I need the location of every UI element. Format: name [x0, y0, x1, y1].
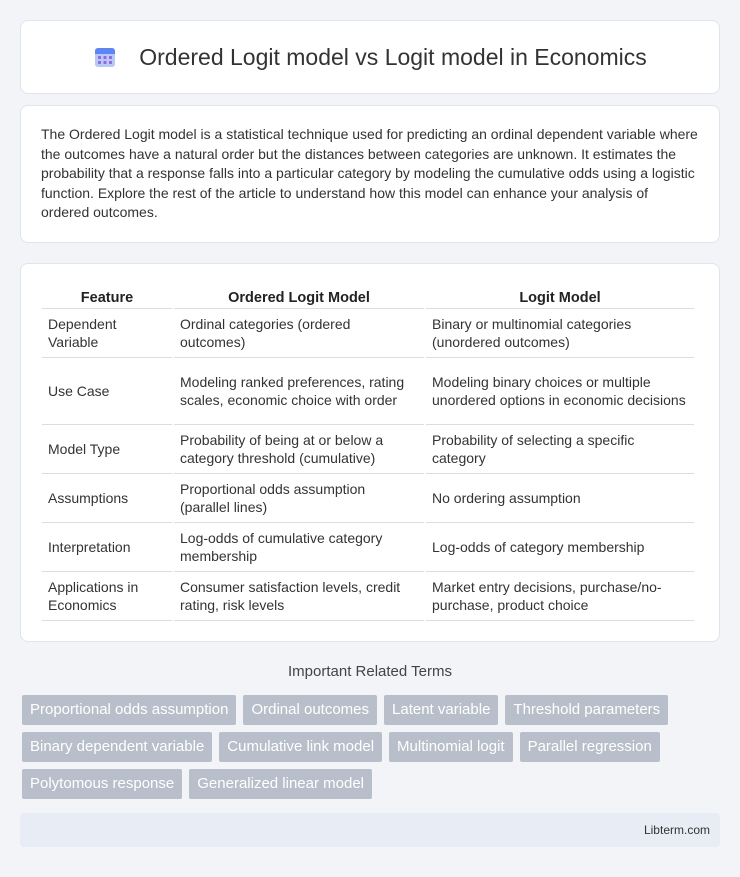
- table-cell: Probability of being at or below a category threshold (cumulative): [174, 425, 424, 474]
- table-header-row: [42, 284, 694, 309]
- table-cell: Modeling ranked preferences, rating scales, economic choice with order: [174, 358, 424, 425]
- table-cell: Interpretation: [42, 523, 172, 572]
- related-term-tag[interactable]: Threshold parameters: [505, 695, 668, 725]
- calendar-icon: [93, 45, 117, 69]
- page-title: Ordered Logit model vs Logit model in Economics: [139, 43, 647, 70]
- table-cell: Log-odds of cumulative category membership: [174, 523, 424, 572]
- table-cell: Dependent Variable: [42, 309, 172, 358]
- footer: [20, 813, 720, 847]
- related-term-tag[interactable]: Multinomial logit: [389, 732, 513, 762]
- related-term-tag[interactable]: Parallel regression: [520, 732, 660, 762]
- related-term-tag[interactable]: Binary dependent variable: [22, 732, 212, 762]
- comparison-table: [40, 284, 696, 621]
- table-cell: Assumptions: [42, 474, 172, 523]
- related-term-tag[interactable]: Latent variable: [384, 695, 498, 725]
- footer-site-link[interactable]: Libterm.com: [643, 823, 710, 837]
- header-card: [20, 20, 720, 94]
- table-cell: Consumer satisfaction levels, credit rating, risk levels: [174, 572, 424, 621]
- table-row: [42, 474, 694, 523]
- table-cell: Probability of selecting a specific category: [426, 425, 694, 474]
- related-term-tag[interactable]: Ordinal outcomes: [243, 695, 377, 725]
- table-cell: No ordering assumption: [426, 474, 694, 523]
- table-cell: Model Type: [42, 425, 172, 474]
- intro-card: [20, 105, 720, 243]
- intro-text: The Ordered Logit model is a statistical technique used for predicting an ordinal dependent variable where the outcomes have a natural order but the distances between categories are unknown. It estimates the probability that a response falls into a particular category by modeling the cumulative odds using a logistic function. Explore the rest of the article to understand how this model can enhance your analysis of ordered outcomes.: [41, 126, 698, 221]
- table-row: [42, 309, 694, 358]
- table-cell: Use Case: [42, 358, 172, 425]
- column-header: Ordered Logit Model: [174, 284, 424, 309]
- table-cell: Log-odds of category membership: [426, 523, 694, 572]
- table-cell: Binary or multinomial categories (unordered outcomes): [426, 309, 694, 358]
- column-header: Feature: [42, 284, 172, 309]
- related-term-tag[interactable]: Proportional odds assumption: [22, 695, 236, 725]
- related-terms-title: Important Related Terms: [288, 663, 452, 680]
- related-term-tag[interactable]: Generalized linear model: [189, 769, 372, 799]
- table-row: [42, 425, 694, 474]
- table-cell: Applications in Economics: [42, 572, 172, 621]
- related-term-tag[interactable]: Cumulative link model: [219, 732, 382, 762]
- table-row: [42, 572, 694, 621]
- table-cell: Modeling binary choices or multiple unordered options in economic decisions: [426, 358, 694, 425]
- comparison-table-card: [20, 263, 720, 642]
- related-term-tag[interactable]: Polytomous response: [22, 769, 182, 799]
- table-cell: Ordinal categories (ordered outcomes): [174, 309, 424, 358]
- table-row: [42, 523, 694, 572]
- table-row: [42, 358, 694, 425]
- table-cell: Proportional odds assumption (parallel lines): [174, 474, 424, 523]
- column-header: Logit Model: [426, 284, 694, 309]
- related-terms-list: [22, 695, 722, 799]
- table-cell: Market entry decisions, purchase/no-purchase, product choice: [426, 572, 694, 621]
